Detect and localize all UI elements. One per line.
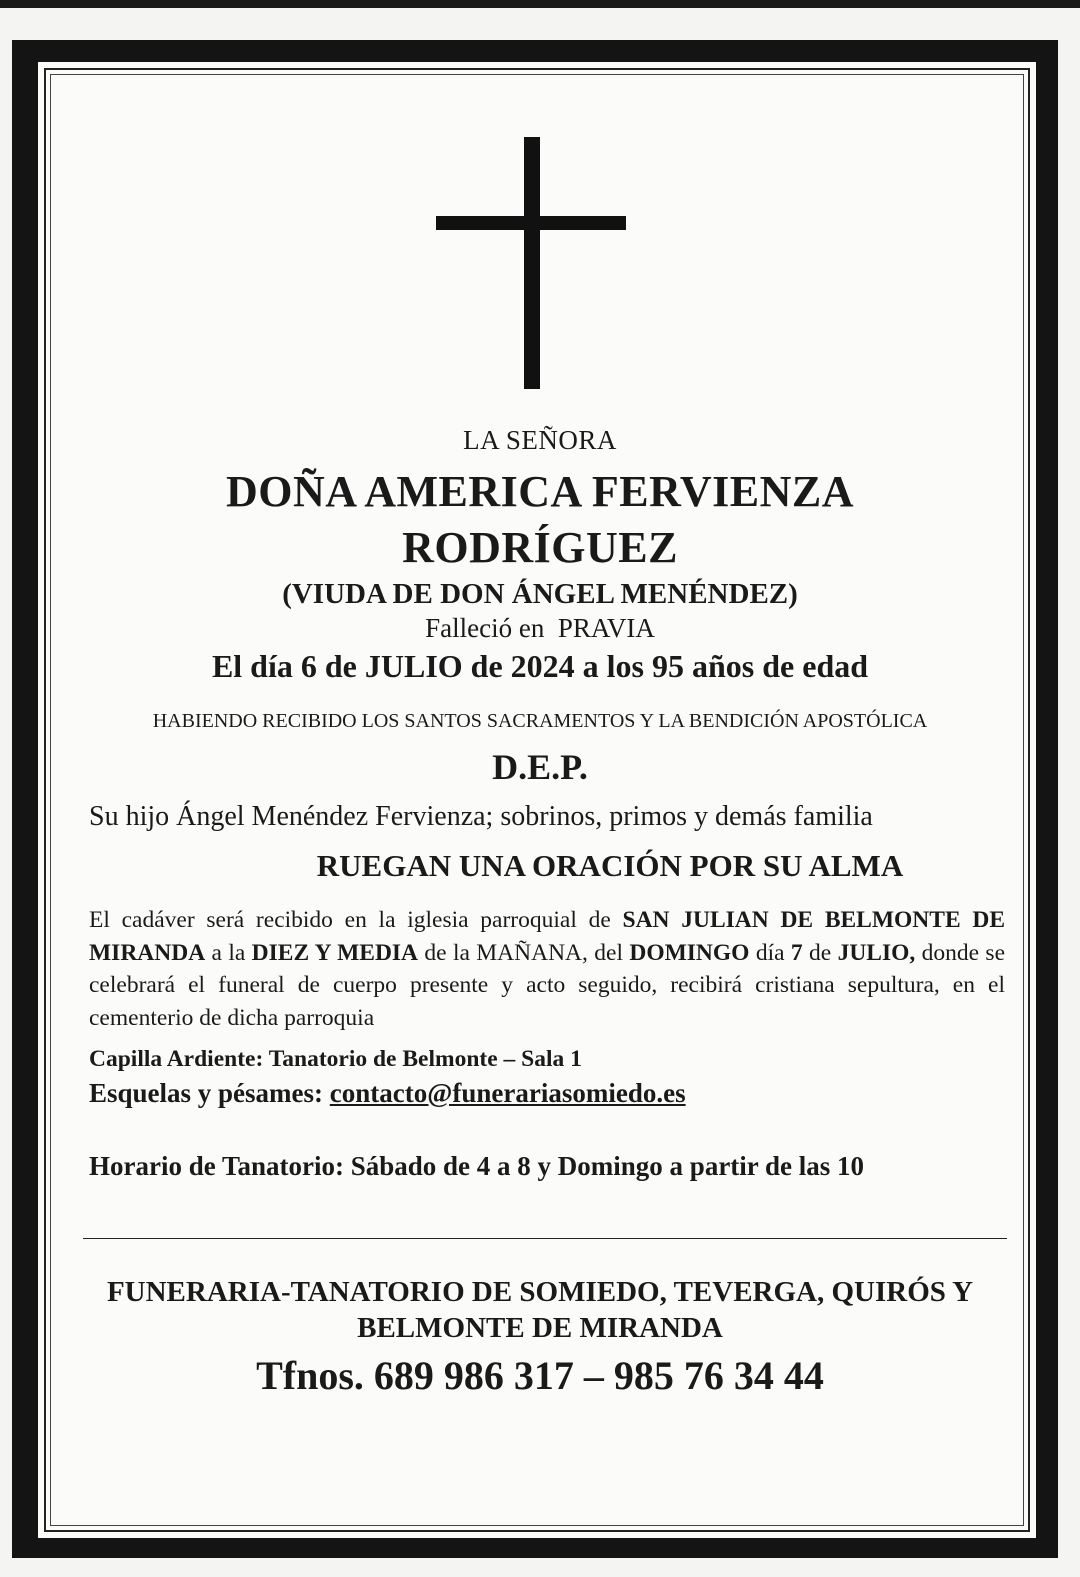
- sacraments-text: HABIENDO RECIBIDO LOS SANTOS SACRAMENTOS Y LA BENDICIÓN APOSTÓLICA: [152, 710, 928, 732]
- ceremony-day: DOMINGO: [629, 939, 750, 966]
- condolences-email-link[interactable]: contacto@funerariasomiedo.es: [329, 1078, 686, 1108]
- ceremony-paragraph: [89, 904, 1005, 1034]
- ceremony-month: JULIO,: [837, 939, 916, 966]
- top-edge: [0, 0, 1080, 8]
- death-date: El día 6 de JULIO de 2024 a los 95 años de edad: [211, 648, 869, 684]
- deceased-name-line1: DOÑA AMERICA FERVIENZA: [226, 467, 854, 516]
- chapel-info: Capilla Ardiente: Tanatorio de Belmonte – Sala 1: [89, 1046, 582, 1072]
- footer-divider: [83, 1238, 1007, 1239]
- company-name-line1: FUNERARIA-TANATORIO DE SOMIEDO, TEVERGA, QUIRÓS Y: [106, 1276, 974, 1308]
- cross-icon: [524, 137, 540, 389]
- ceremony-text: de: [802, 939, 838, 966]
- ceremony-text: El cadáver será recibido en la iglesia parroquial de: [89, 907, 623, 933]
- condolences-label: Esquelas y pésames:: [89, 1078, 324, 1108]
- dep-text: D.E.P.: [492, 747, 588, 787]
- company-name-line2: BELMONTE DE MIRANDA: [357, 1312, 723, 1344]
- ceremony-text: donde se celebrará el funeral de cuerpo presente y acto seguido, recibirá cristiana sepultura, en el cementerio de dicha parroquia: [89, 939, 1005, 1031]
- ceremony-text: de la MAÑANA, del: [418, 939, 630, 966]
- died-in-label: Falleció en: [425, 613, 545, 643]
- family-text: Su hijo Ángel Menéndez Fervienza; sobrinos, primos y demás familia: [89, 801, 873, 832]
- prayer-request: RUEGAN UNA ORACIÓN POR SU ALMA: [316, 848, 904, 883]
- died-in-place: PRAVIA: [557, 613, 655, 643]
- ceremony-text: día: [749, 939, 791, 966]
- ceremony-date-day: 7: [790, 939, 803, 966]
- deceased-name-line2: RODRÍGUEZ: [402, 523, 678, 572]
- wake-hours: Horario de Tanatorio: Sábado de 4 a 8 y Domingo a partir de las 10: [89, 1151, 865, 1181]
- died-in: [0, 613, 1080, 644]
- ceremony-text: a la: [205, 939, 252, 966]
- ceremony-time: DIEZ Y MEDIA: [251, 939, 419, 966]
- title-senora: LA SEÑORA: [463, 425, 617, 455]
- condolences-info: [89, 1078, 1005, 1109]
- widow-of: (VIUDA DE DON ÁNGEL MENÉNDEZ): [282, 578, 798, 610]
- company-phones: Tfnos. 689 986 317 – 985 76 34 44: [256, 1353, 824, 1398]
- cross-icon-bar: [436, 216, 626, 230]
- church-name: SAN JULIAN DE BELMONTE DE MIRANDA: [89, 907, 1005, 966]
